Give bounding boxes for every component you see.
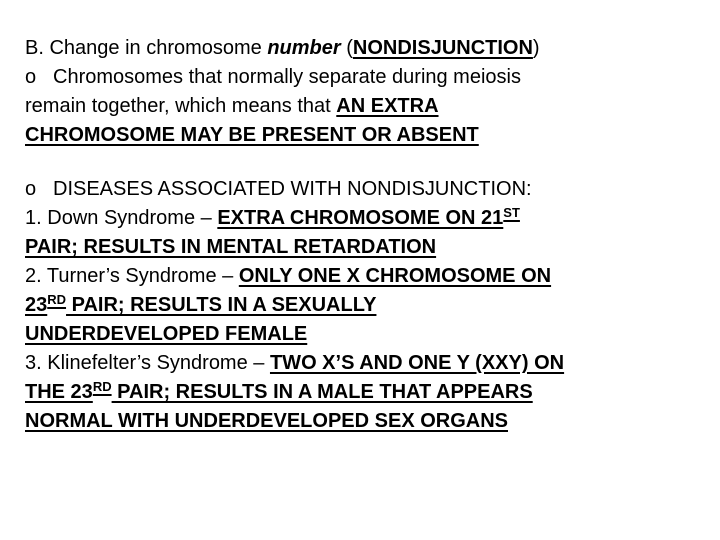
bullet-marker: o <box>25 178 37 200</box>
disease-klinefelter-line3: NORMAL WITH UNDERDEVELOPED SEX ORGANS <box>25 410 508 432</box>
bullet-marker: o <box>25 66 37 88</box>
disease-turner-line1: 2. Turner’s Syndrome – ONLY ONE X CHROMOSOME ON <box>25 265 552 287</box>
diseases-heading: o DISEASES ASSOCIATED WITH NONDISJUNCTION: <box>25 175 715 204</box>
disease-down-line1: 1. Down Syndrome – EXTRA CHROMOSOME ON 21ST <box>25 205 520 229</box>
disease-turner-line2: 23RD PAIR; RESULTS IN A SEXUALLY <box>25 292 377 316</box>
disease-klinefelter-line1: 3. Klinefelter’s Syndrome – TWO X’S AND ONE Y (XXY) ON <box>25 352 565 374</box>
nondisjunction-definition <box>25 34 715 150</box>
heading-term: NONDISJUNCTION <box>352 37 533 59</box>
disease-klinefelter-line2: THE 23RD PAIR; RESULTS IN A MALE THAT APPEARS <box>25 379 533 403</box>
disease-turner-line3: UNDERDEVELOPED FEMALE <box>25 323 308 345</box>
diseases-list <box>25 175 715 436</box>
point1-line1: o Chromosomes that normally separate during meiosis <box>25 63 715 92</box>
heading-emphasis: number <box>267 37 341 59</box>
section-heading: B. Change in chromosome number (NONDISJUNCTION) <box>25 37 540 59</box>
point1-line3: CHROMOSOME MAY BE PRESENT OR ABSENT <box>25 124 479 146</box>
disease-down-line2: PAIR; RESULTS IN MENTAL RETARDATION <box>25 236 437 258</box>
point1-line2: remain together, which means that AN EXTRA <box>25 95 439 117</box>
